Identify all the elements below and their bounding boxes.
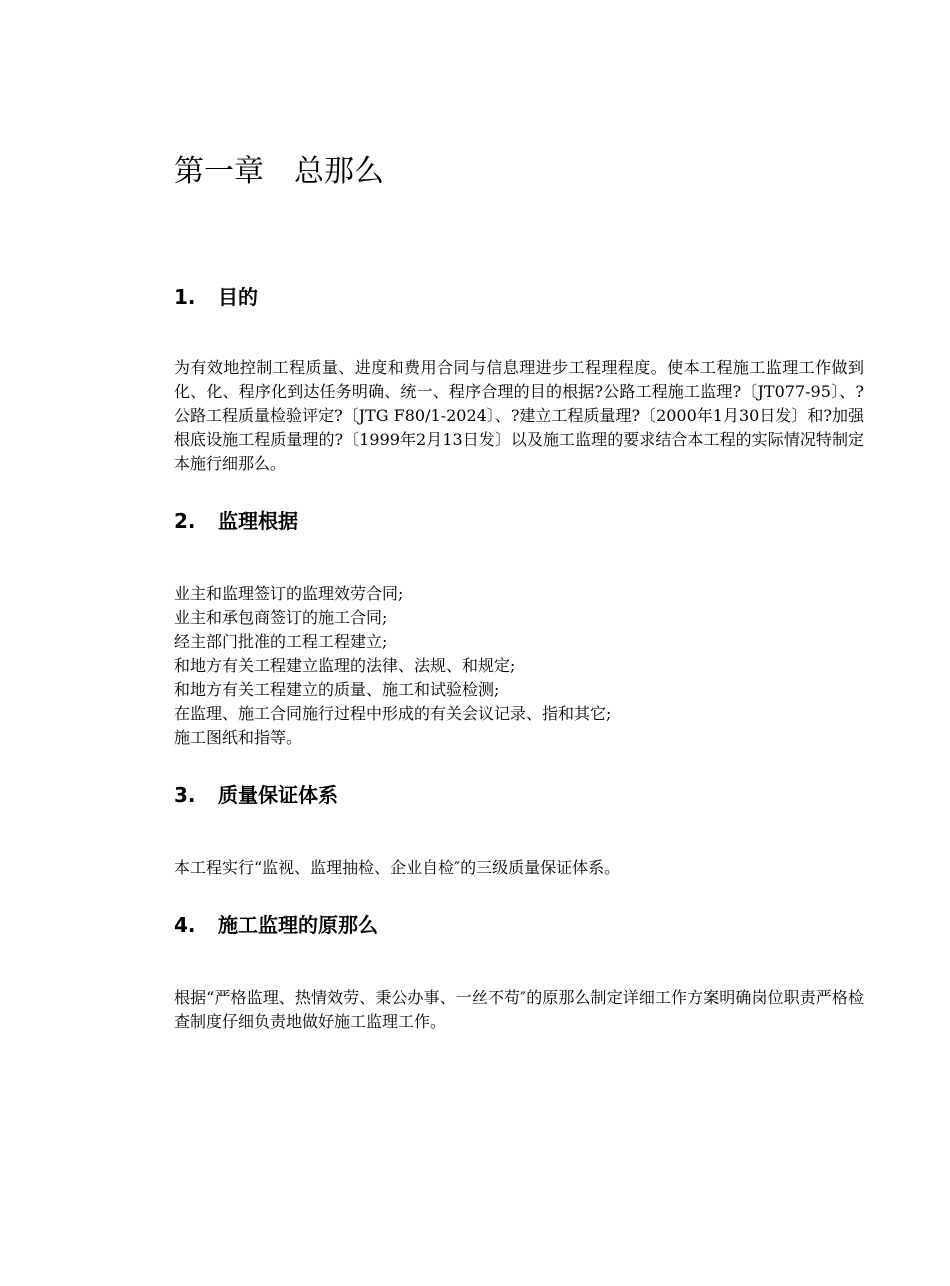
section-purpose	[174, 282, 864, 476]
document-content	[174, 148, 864, 1034]
list-item: 和地方有关工程建立监理的法律、法规、和规定;	[174, 656, 516, 675]
section-title: 施工监理的原那么	[218, 913, 378, 937]
section-title: 质量保证体系	[218, 783, 338, 807]
section-number: 2.	[174, 509, 196, 533]
list-item: 业主和监理签订的监理效劳合同;	[174, 584, 404, 603]
list-item: 业主和承包商签订的施工合同;	[174, 608, 388, 627]
paragraph: 本工程实行“监视、监理抽检、企业自检″的三级质量保证体系。	[174, 858, 621, 877]
list-item: 经主部门批准的工程工程建立;	[174, 632, 388, 651]
section-number: 4.	[174, 913, 196, 937]
basis-list	[174, 582, 864, 750]
section-heading	[174, 910, 864, 940]
section-heading	[174, 506, 864, 536]
section-quality-system	[174, 780, 864, 880]
section-heading	[174, 780, 864, 810]
section-title: 目的	[218, 285, 258, 309]
paragraph: 根据“严格监理、热情效劳、秉公办事、一丝不苟″的原那么制定详细工作方案明确岗位职责严格检查制度仔细负责地做好施工监理工作。	[174, 988, 864, 1031]
paragraph: 为有效地控制工程质量、进度和费用合同与信息理进步工程理程度。使本工程施工监理工作做到化、化、程序化到达任务明确、统一、程序合理的目的根据?公路工程施工监理?〔JT077-95〕、?公路工程质量检验评定?〔JTG F80/1-2024〕、?建立工程质量理?〔2000年1月30日发〕和?加强根底设施工程质量理的?〔1999年2月13日发〕以及施工监理的要求结合本工程的实际情况特制定本施行细那么。	[174, 358, 864, 473]
section-number: 1.	[174, 285, 196, 309]
section-title: 监理根据	[218, 509, 298, 533]
list-item: 在监理、施工合同施行过程中形成的有关会议记录、指和其它;	[174, 704, 612, 723]
list-item: 施工图纸和指等。	[174, 728, 303, 747]
section-number: 3.	[174, 783, 196, 807]
section-principles	[174, 910, 864, 1034]
chapter-title: 第一章 总那么	[174, 154, 384, 189]
section-basis	[174, 506, 864, 750]
list-item: 和地方有关工程建立的质量、施工和试验检测;	[174, 680, 500, 699]
section-heading	[174, 282, 864, 312]
